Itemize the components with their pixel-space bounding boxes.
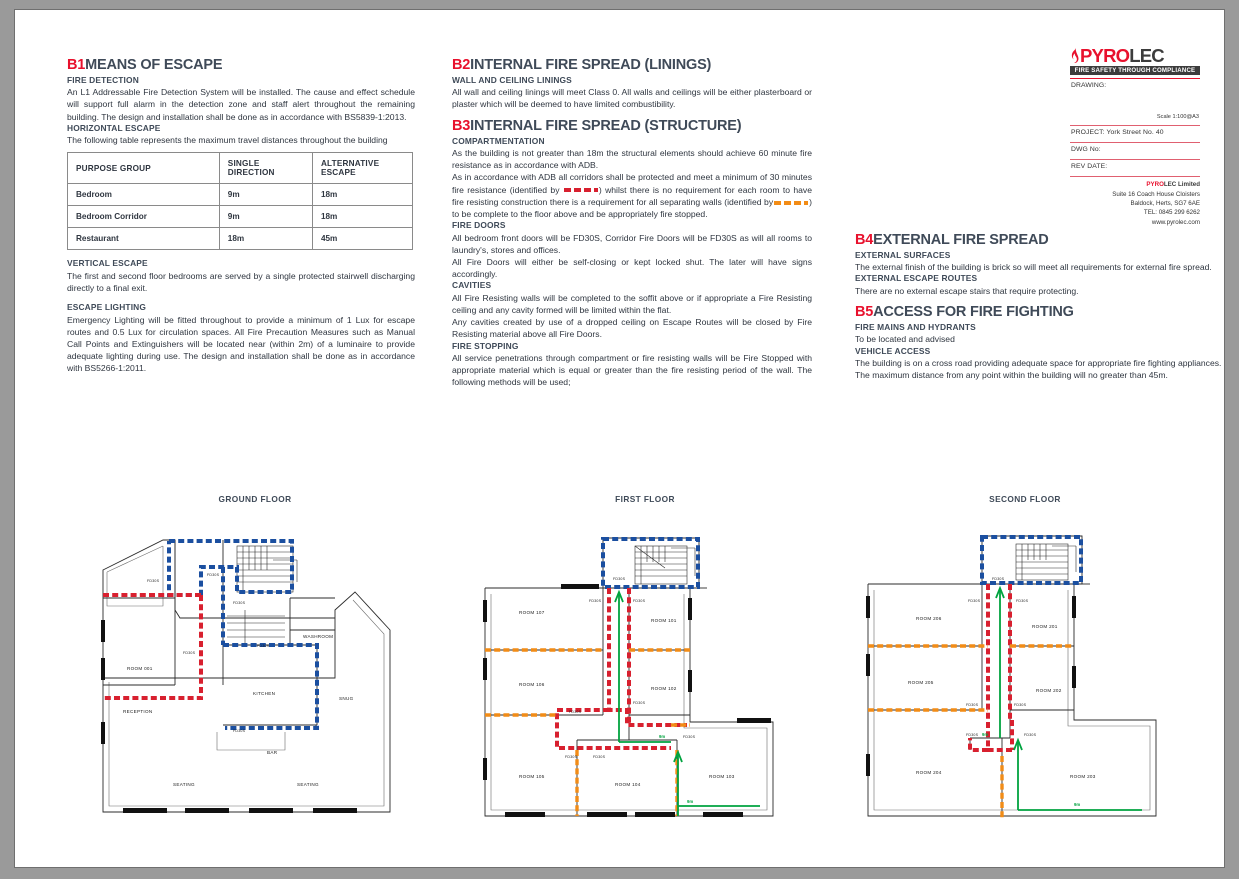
company-logo xyxy=(1070,46,1200,65)
room-label: ROOM 102 xyxy=(651,686,677,691)
drawing-field[interactable]: DRAWING: xyxy=(1071,82,1107,90)
room-label: ROOM 104 xyxy=(615,782,641,787)
fire-door-label: FD30S xyxy=(233,729,246,733)
b3-title: INTERNAL FIRE SPREAD (STRUCTURE) xyxy=(470,117,742,134)
scale-label: Scale 1:100@A3 xyxy=(1156,114,1199,121)
cell-alternative-escape: 18m xyxy=(312,206,412,228)
b4-para-external-escape-routes: There are no external escape stairs that require protecting. xyxy=(855,285,1079,296)
fire-door-label: FD30S xyxy=(1014,703,1027,707)
room-label: SEATING xyxy=(173,782,195,787)
logo-wordmark xyxy=(1080,47,1164,65)
b1-para-vertical-escape: The first and second floor bedrooms are served by a single protected stairwell discharging directly to a final exit. xyxy=(67,270,415,293)
b1-sub-horizontal-escape: HORIZONTAL ESCAPE xyxy=(67,122,161,133)
room-label: ROOM 107 xyxy=(519,610,545,615)
b1-sub-escape-lighting: ESCAPE LIGHTING xyxy=(67,302,147,313)
room-label: WASHROOM xyxy=(303,634,334,639)
table-row xyxy=(68,206,413,228)
th-purpose-group: PURPOSE GROUP xyxy=(68,153,220,184)
b4-number: B4 xyxy=(855,232,874,248)
b5-para-fire-mains: To be located and advised xyxy=(855,334,955,345)
b1-title: MEANS OF ESCAPE xyxy=(85,57,223,73)
b1-para-escape-lighting: Emergency Lighting will be fitted throughout to provide a minimum of 1 Lux for escape routes and 0.5 Lux for circulation spaces. All Fire Precaution Measures such as Manual Call Points and Extinguishers will be located near (within 2m) of a luminaire to provide adequate lighting during use. The design and installation shall be done as in accordance with BS5266-1:2011. xyxy=(67,314,415,374)
b3-corridors-text-a: As in accordance with ADB all corridors shall be protected and meet a minimum of 30 minutes fire resistance (identified by xyxy=(452,172,812,195)
fire-door-label: FD30S xyxy=(992,577,1005,581)
b3-sub-compartmentation: COMPARTMENTATION xyxy=(452,135,545,146)
company-name-lec: LEC xyxy=(1163,181,1177,189)
th-alternative-escape: ALTERNATIVE ESCAPE xyxy=(312,153,412,184)
cell-single-direction: 9m xyxy=(219,184,312,206)
cell-purpose-group: Bedroom Corridor xyxy=(68,206,220,228)
room-label: ROOM 106 xyxy=(519,682,545,687)
telephone: TEL: 0845 299 6262 xyxy=(1143,209,1200,217)
b3-para-fire-stopping: All service penetrations through compartment or fire resisting walls will be Fire Stopped with appropriate material which is equal or greater than the fire resisting period of the wall. The following methods will be used; xyxy=(452,352,812,388)
dimension-label: 9m xyxy=(687,799,694,804)
project-field[interactable]: PROJECT: York Street No. 40 xyxy=(1071,129,1164,137)
b1-number: B1 xyxy=(67,57,86,73)
b5-heading xyxy=(855,305,1225,321)
flame-icon xyxy=(1070,46,1079,65)
b1-sub-fire-detection: FIRE DETECTION xyxy=(67,74,139,85)
b2-para-linings: All wall and ceiling linings will meet Class 0. All walls and ceilings will be either plasterboard or plaster which will be deemed to have limited combustibility. xyxy=(452,87,812,110)
address-line-2: Baldock, Herts, SG7 6AE xyxy=(1130,199,1200,207)
table-row xyxy=(68,228,413,250)
room-label: ROOM 101 xyxy=(651,618,677,623)
floor-plan-first xyxy=(475,510,805,830)
b1-sub-vertical-escape: VERTICAL ESCAPE xyxy=(67,258,148,269)
b4-heading xyxy=(855,233,1225,249)
b3-corridors-text-b: ) whilst there is no requirement for each room to have fire resisting construction there is a requirement for all separating walls (identified by xyxy=(452,184,812,207)
room-label: SNUG xyxy=(339,696,354,701)
company-name xyxy=(1070,180,1200,189)
cell-alternative-escape: 45m xyxy=(312,228,412,250)
logo-lec: LEC xyxy=(1129,45,1164,67)
legend-swatch-red-corridor xyxy=(564,188,598,192)
fire-door-label: FD30S xyxy=(683,735,696,739)
fire-door-label: FD30S xyxy=(613,577,626,581)
fire-door-label: FD30S xyxy=(257,644,270,648)
b3-sub-fire-doors: FIRE DOORS xyxy=(452,220,506,231)
b1-para-fire-detection: An L1 Addressable Fire Detection System will be installed. The cause and effect schedule will support full alarm in the detection zone and staff alert throughout the remaining building. The design and installation shall be done as in accordance with BS5839-1:2013. xyxy=(67,87,415,122)
plan-title-first: FIRST FLOOR xyxy=(615,494,675,504)
b5-para-vehicle-access: The building is on a cross road providing adequate space for appropriate fire fighting appliances. xyxy=(855,357,1222,368)
room-label: ROOM 202 xyxy=(1036,688,1062,693)
fire-door-label: FD30S xyxy=(966,703,979,707)
cell-purpose-group: Bedroom xyxy=(68,184,220,206)
fire-door-label: FD30S xyxy=(1024,733,1037,737)
cell-alternative-escape: 18m xyxy=(312,184,412,206)
fire-door-label: FD30S xyxy=(633,701,646,705)
plan-title-ground: GROUND FLOOR xyxy=(218,494,292,504)
fire-door-label: FD30S xyxy=(966,733,979,737)
b3-sub-cavities: CAVITIES xyxy=(452,280,492,291)
website[interactable]: www.pyrolec.com xyxy=(1151,218,1200,226)
section-b2-b3 xyxy=(452,58,812,388)
address-line-1: Suite 16 Coach House Cloisters xyxy=(1112,190,1200,198)
dimension-label: 9m xyxy=(1074,802,1081,807)
b4-title: EXTERNAL FIRE SPREAD xyxy=(873,232,1049,248)
fire-door-label: FD30S xyxy=(569,710,582,714)
room-label: ROOM 001 xyxy=(127,666,153,671)
b3-para-fire-doors-2: All Fire Doors will either be self-closing or kept locked shut. The later will have signs accordingly. xyxy=(452,256,812,280)
b3-para-cavities-2: Any cavities created by use of a dropped ceiling on Escape Routes will be closed by Fire Resisting material above all Fire Doors. xyxy=(452,317,812,340)
table-header-row xyxy=(68,153,413,184)
title-block xyxy=(1070,46,1200,227)
drawing-sheet xyxy=(14,9,1225,868)
cell-purpose-group: Restaurant xyxy=(68,228,220,250)
b2-number: B2 xyxy=(452,57,471,73)
b4-sub-external-escape-routes: EXTERNAL ESCAPE ROUTES xyxy=(855,273,978,284)
dimension-label: 9m xyxy=(659,734,666,739)
logo-pyro: PYRO xyxy=(1080,45,1130,67)
b2-title: INTERNAL FIRE SPREAD (LININGS) xyxy=(470,57,712,73)
travel-distance-table xyxy=(67,152,413,250)
table-row xyxy=(68,184,413,206)
b3-para-fire-doors-1: All bedroom front doors will be FD30S, Corridor Fire Doors will be FD30S as will all rooms to laundry's, stores and offices. xyxy=(452,232,812,255)
legend-swatch-orange-separating-wall xyxy=(774,201,808,205)
fire-door-label: FD30S xyxy=(633,599,646,603)
b3-heading xyxy=(452,119,812,135)
b1-para-horizontal-escape: The following table represents the maximum travel distances throughout the building xyxy=(67,135,388,146)
b1-heading xyxy=(67,58,415,74)
room-label: ROOM 206 xyxy=(916,616,942,621)
dwg-number-field[interactable]: DWG No: xyxy=(1071,146,1101,154)
b3-corridors-text-c: ) to be complete to the floor above and be appropriately fire stopped. xyxy=(452,196,812,219)
b5-para-max-distance: The maximum distance from any point within the building will no greater than 45m. xyxy=(855,370,1168,381)
room-label: BAR xyxy=(267,750,278,755)
floor-plan-ground xyxy=(85,510,425,830)
room-label: RECEPTION xyxy=(123,709,153,714)
company-name-suffix: Limited xyxy=(1176,181,1200,189)
rev-date-field[interactable]: REV DATE: xyxy=(1071,163,1108,171)
b3-para-compartmentation: As the building is not greater than 18m the structural elements should achieve 60 minute fire resistance as in accordance with ADB. xyxy=(452,147,812,171)
room-label: ROOM 205 xyxy=(908,680,934,685)
section-b1 xyxy=(67,58,415,375)
room-label: ROOM 105 xyxy=(519,774,545,779)
room-label: SEATING xyxy=(297,782,319,787)
b5-title: ACCESS FOR FIRE FIGHTING xyxy=(873,304,1074,321)
room-label: ROOM 204 xyxy=(916,770,942,775)
fire-door-label: FD30S xyxy=(593,755,606,759)
section-b4-b5 xyxy=(855,233,1225,381)
fire-door-label: FD30S xyxy=(207,573,220,577)
room-label: ROOM 103 xyxy=(709,774,735,779)
b2-heading xyxy=(452,58,812,74)
fire-door-label: FD30S xyxy=(565,755,578,759)
logo-tagline: FIRE SAFETY THROUGH COMPLIANCE xyxy=(1070,66,1200,75)
company-address xyxy=(1070,177,1200,226)
fire-door-label: FD30S xyxy=(1016,599,1029,603)
floor-plan-second xyxy=(860,510,1190,830)
plan-title-second: SECOND FLOOR xyxy=(989,494,1061,504)
cell-single-direction: 18m xyxy=(219,228,312,250)
room-label: ROOM 201 xyxy=(1032,624,1058,629)
b5-sub-fire-mains: FIRE MAINS AND HYDRANTS xyxy=(855,321,976,332)
b3-para-cavities-1: All Fire Resisting walls will be completed to the soffit above or if appropriate a Fire Resisting ceiling and any cavity formed will be limited within the flat. xyxy=(452,292,812,315)
fire-door-label: FD30S xyxy=(147,579,160,583)
fire-door-label: FD30S xyxy=(589,599,602,603)
b2-sub-linings: WALL AND CEILING LININGS xyxy=(452,74,572,85)
b4-para-external-surfaces: The external finish of the building is brick so will meet all requirements for external fire spread. xyxy=(855,262,1212,273)
th-single-direction: SINGLE DIRECTION xyxy=(219,153,312,184)
b5-sub-vehicle-access: VEHICLE ACCESS xyxy=(855,345,931,356)
room-label: KITCHEN xyxy=(253,691,276,696)
b3-sub-fire-stopping: FIRE STOPPING xyxy=(452,340,519,351)
spacer xyxy=(67,294,415,302)
b3-para-corridors xyxy=(452,171,812,220)
room-label: ROOM 203 xyxy=(1070,774,1096,779)
fire-door-label: FD30S xyxy=(968,599,981,603)
fire-door-label: FD30S xyxy=(183,651,196,655)
b4-sub-external-surfaces: EXTERNAL SURFACES xyxy=(855,249,951,260)
b3-number: B3 xyxy=(452,117,471,134)
cell-single-direction: 9m xyxy=(219,206,312,228)
company-name-pyro: PYRO xyxy=(1146,181,1164,189)
dimension-label: 9m xyxy=(982,732,989,737)
b5-number: B5 xyxy=(855,304,874,321)
fire-door-label: FD30S xyxy=(233,601,246,605)
